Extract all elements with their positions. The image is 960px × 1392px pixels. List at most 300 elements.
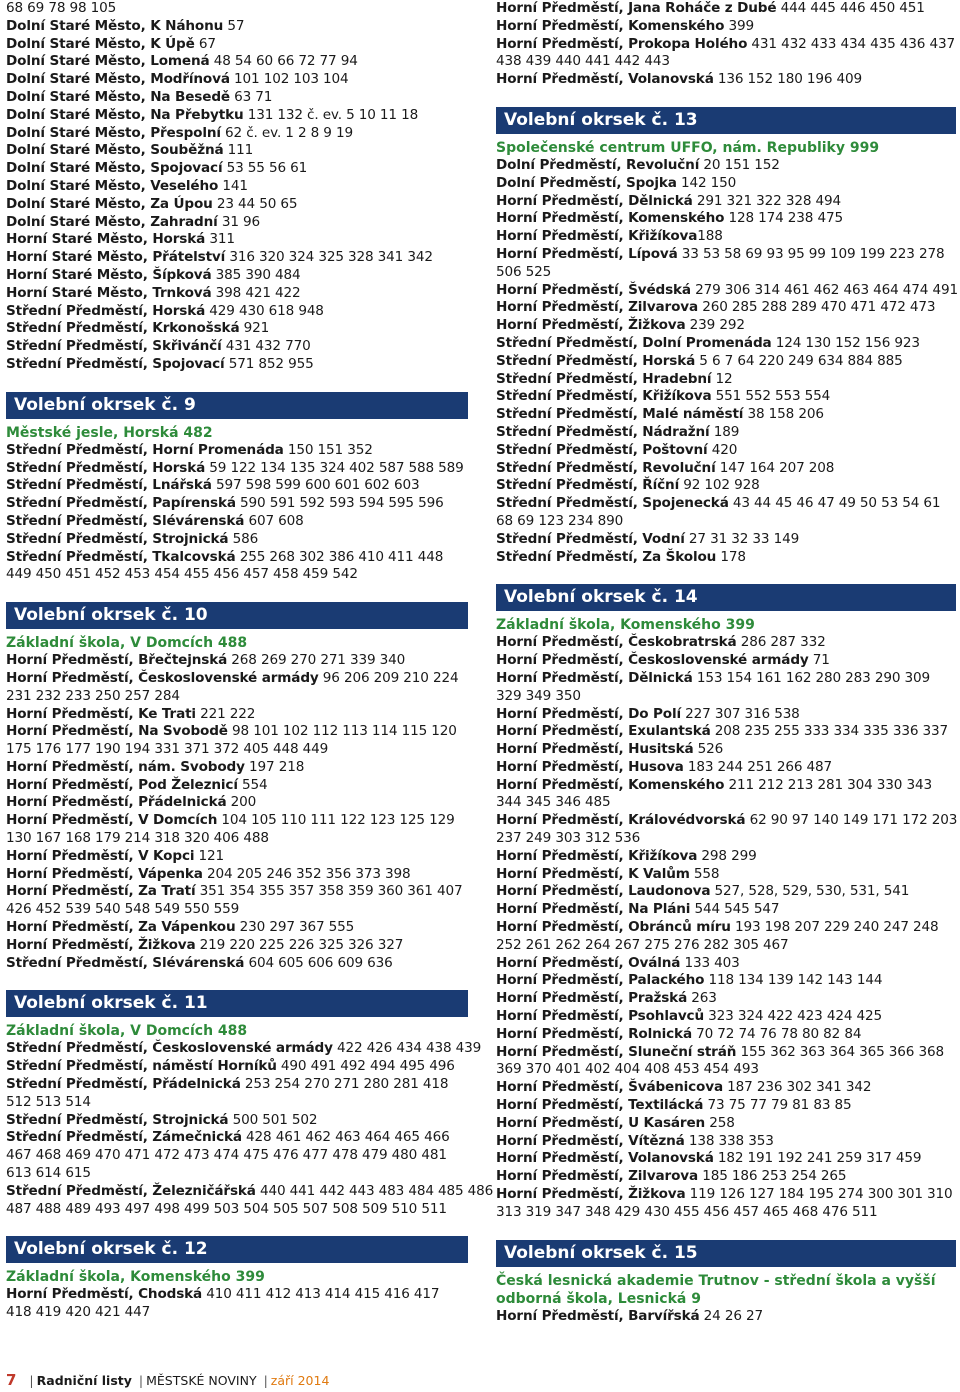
address-line (496, 531, 956, 549)
address-line (6, 794, 468, 812)
address-line (6, 18, 468, 36)
house-numbers: 544 545 547 (690, 901, 780, 918)
address-line (496, 955, 956, 973)
right-column (496, 0, 956, 1325)
address-line (6, 549, 468, 567)
polling-place: Základní škola, V Domcích 488 (6, 635, 248, 652)
house-numbers: 5 6 7 64 220 249 634 884 885 (695, 352, 903, 369)
spacer (6, 374, 468, 392)
street-name: Střední Předměstí, Za Školou (496, 548, 717, 565)
spacer (6, 584, 468, 602)
address-line (6, 1182, 494, 1201)
street-name: Horní Předměstí, Vítězná (496, 1132, 685, 1149)
street-name: Dolní Staré Město, Souběžná (6, 142, 224, 159)
street-name: Dolní Staré Město, Za Úpou (6, 195, 213, 212)
address-line (6, 0, 468, 18)
street-name: Horní Předměstí, Rolnická (496, 1025, 692, 1042)
house-numbers: 487 488 489 493 497 498 499 503 504 505 507 508 509 510 511 (6, 1200, 447, 1217)
address-line (496, 1150, 956, 1168)
address-line (496, 157, 956, 175)
house-numbers: 188 (697, 228, 723, 245)
house-numbers: 20 151 152 (699, 156, 780, 173)
house-numbers: 490 491 492 494 495 496 (276, 1058, 455, 1075)
street-name: Dolní Staré Město, Spojovací (6, 160, 223, 177)
street-name: Horní Předměstí, Chodská (6, 1286, 203, 1303)
house-numbers: 147 164 207 208 (715, 459, 835, 476)
address-line (6, 1147, 468, 1165)
address-line (496, 919, 956, 937)
street-name: Horní Předměstí, K Valům (496, 865, 690, 882)
address-line (6, 267, 468, 285)
house-numbers: 23 44 50 65 (212, 195, 298, 212)
address-line (496, 937, 956, 955)
street-name: Střední Předměstí, Strojnická (6, 1111, 229, 1128)
address-line (496, 228, 956, 246)
street-name: Horní Předměstí, Komenského (496, 17, 725, 34)
house-numbers: 197 218 (244, 758, 305, 775)
address-line (496, 53, 956, 71)
address-line (496, 246, 956, 264)
house-numbers: 98 101 102 112 113 114 115 120 (227, 723, 457, 740)
address-line (496, 353, 956, 371)
street-name: Horní Předměstí, Textilácká (496, 1097, 704, 1114)
street-name: Střední Předměstí, Horská (6, 459, 206, 476)
house-numbers: 344 345 346 485 (496, 794, 611, 811)
address-line (6, 460, 468, 478)
street-name: Střední Předměstí, Revoluční (496, 459, 716, 476)
street-name: Dolní Staré Město, Zahradní (6, 213, 218, 230)
address-line (496, 424, 956, 442)
street-name: Horní Předměstí, Oválná (496, 954, 681, 971)
street-name: Horní Předměstí, Komenského (496, 210, 725, 227)
address-line (496, 1133, 956, 1151)
street-name: Horní Předměstí, Křižíkova (496, 847, 698, 864)
address-line (496, 901, 956, 919)
house-numbers: 189 (709, 423, 740, 440)
street-name: Horní Předměstí, Švédská (496, 281, 691, 298)
street-name: Střední Předměstí, Tkalcovská (6, 548, 236, 565)
house-numbers: 399 (724, 17, 754, 34)
address-line (496, 972, 956, 990)
address-line (6, 955, 468, 973)
address-line (6, 759, 468, 777)
address-line (6, 1304, 468, 1322)
street-name: Střední Předměstí, Železničářská (6, 1182, 256, 1199)
footer-issue: září 2014 (270, 1373, 330, 1388)
house-numbers: 124 130 152 156 923 (771, 334, 920, 351)
house-numbers: 200 (226, 794, 257, 811)
house-numbers: 260 285 288 289 470 471 472 473 (698, 299, 936, 316)
address-line (496, 1168, 956, 1186)
street-name: Horní Předměstí, Za Vápenkou (6, 919, 236, 936)
house-numbers: 429 430 618 948 (205, 302, 324, 319)
address-line (496, 442, 956, 460)
polling-place: Česká lesnická akademie Trutnov - střední škola a vyšší (496, 1272, 936, 1289)
address-line (496, 264, 956, 282)
address-line (496, 460, 956, 478)
house-numbers: 153 154 161 162 280 283 290 309 (692, 669, 931, 686)
street-name: Horní Předměstí, Volanovská (496, 71, 714, 88)
house-numbers: 438 439 440 441 442 443 (496, 53, 670, 70)
house-numbers: 101 102 103 104 (229, 71, 349, 88)
address-line (496, 406, 956, 424)
address-line (496, 759, 956, 777)
address-line (6, 495, 468, 513)
house-numbers: 70 72 74 76 78 80 82 84 (691, 1025, 862, 1042)
house-numbers: 323 324 422 423 424 425 (704, 1008, 883, 1025)
address-line (6, 320, 468, 338)
street-name: Horní Předměstí, Královédvorská (496, 812, 746, 829)
address-line (496, 1008, 956, 1026)
address-line (6, 866, 468, 884)
address-line (496, 36, 956, 54)
address-line (496, 794, 956, 812)
address-line (496, 549, 956, 567)
address-line (6, 1286, 468, 1304)
street-name: Horní Předměstí, Volanovská (496, 1150, 714, 1167)
address-line (496, 210, 956, 228)
house-numbers: 92 102 928 (679, 477, 760, 494)
address-line (496, 777, 956, 795)
house-numbers: 426 452 539 540 548 549 550 559 (6, 901, 240, 918)
page-number: 7 (6, 1371, 17, 1389)
address-line (6, 1058, 468, 1076)
street-name: Střední Předměstí, Horská (6, 302, 206, 319)
street-name: Horní Předměstí, Přádelnická (6, 794, 227, 811)
street-name: Horní Předměstí, Husova (496, 758, 684, 775)
street-name: Střední Předměstí, Slévárenská (6, 954, 245, 971)
house-numbers: 311 (205, 231, 235, 248)
address-line (496, 495, 956, 513)
street-name: Horní Předměstí, Dělnická (496, 192, 693, 209)
street-name: Dolní Staré Město, Na Besedě (6, 88, 230, 105)
street-name: Horní Předměstí, Do Polí (496, 705, 682, 722)
address-line (6, 142, 468, 160)
address-line (6, 706, 468, 724)
street-name: Střední Předměstí, Spojovací (6, 355, 225, 372)
house-numbers: 193 198 207 229 240 247 248 (730, 919, 939, 936)
house-numbers: 410 411 412 413 414 415 416 417 (202, 1286, 440, 1303)
address-line (6, 285, 468, 303)
polling-place: Základní škola, Komenského 399 (6, 1269, 265, 1286)
spacer (496, 566, 956, 584)
address-line (6, 688, 468, 706)
house-numbers: 227 307 316 538 (681, 705, 800, 722)
house-numbers: 96 206 209 210 224 (318, 669, 459, 686)
house-numbers: 431 432 433 434 435 436 437 (747, 35, 955, 52)
street-name: Horní Předměstí, Žižkova (496, 1186, 686, 1203)
street-name: Horní Předměstí, Na Svobodě (6, 723, 228, 740)
house-numbers: 551 552 553 554 (711, 388, 831, 405)
district-banner: Volební okrsek č. 13 (496, 107, 956, 134)
street-name: Horní Předměstí, Břečtejnská (6, 652, 228, 669)
street-name: Střední Předměstí, Nádražní (496, 423, 710, 440)
address-line (6, 566, 468, 584)
address-line (496, 848, 956, 866)
address-line (496, 1026, 956, 1044)
house-numbers: 12 (711, 370, 733, 387)
street-name: Dolní Předměstí, Revoluční (496, 156, 700, 173)
page-footer: 7 | Radniční listy | MĚSTSKÉ NOVINY | září 2014 (6, 1371, 330, 1389)
house-numbers: 313 319 347 348 429 430 455 456 457 465 468 476 511 (496, 1203, 878, 1220)
house-numbers: 155 362 363 364 365 366 368 (736, 1043, 944, 1060)
house-numbers: 586 (228, 530, 259, 547)
street-name: Dolní Předměstí, Spojka (496, 174, 677, 191)
address-line (496, 513, 956, 531)
house-numbers: 558 (689, 865, 720, 882)
street-name: Horní Předměstí, Komenského (496, 776, 725, 793)
house-numbers: 118 134 139 142 143 144 (704, 972, 883, 989)
address-line (6, 160, 468, 178)
house-numbers: 329 349 350 (496, 687, 581, 704)
street-name: Horní Předměstí, Vápenka (6, 865, 203, 882)
street-name: Horní Předměstí, Zilvarova (496, 1168, 699, 1185)
house-numbers: 253 254 270 271 280 281 418 (240, 1076, 449, 1093)
house-numbers: 131 132 č. ev. 5 10 11 18 (243, 106, 419, 123)
district-banner: Volební okrsek č. 11 (6, 990, 468, 1017)
house-numbers: 48 54 60 66 72 77 94 (209, 53, 358, 70)
district-banner: Volební okrsek č. 14 (496, 584, 956, 611)
polling-place: Městské jesle, Horská 482 (6, 424, 213, 441)
house-numbers: 440 441 442 443 483 484 485 486 (255, 1182, 494, 1199)
house-numbers: 921 (239, 320, 270, 337)
street-name: Horní Předměstí, Prokopa Holého (496, 35, 748, 52)
street-name: Dolní Staré Město, Modřínová (6, 71, 230, 88)
street-name: Horní Staré Město, Přátelství (6, 249, 226, 266)
address-line (6, 71, 468, 89)
polling-place: Základní škola, Komenského 399 (496, 617, 755, 634)
house-numbers: 444 445 446 450 451 (776, 0, 925, 16)
street-name: Horní Předměstí, Husitská (496, 741, 694, 758)
address-line (496, 1097, 956, 1115)
street-name: Střední Předměstí, Papírenská (6, 495, 236, 512)
house-numbers: 73 75 77 79 81 83 85 (703, 1097, 852, 1114)
address-line (496, 335, 956, 353)
address-line (496, 317, 956, 335)
street-name: Střední Předměstí, Krkonošská (6, 320, 240, 337)
street-name: Horní Předměstí, Československé armády (6, 669, 319, 686)
house-numbers: 255 268 302 386 410 411 448 (235, 548, 444, 565)
street-name: Horní Předměstí, V Kopci (6, 847, 195, 864)
house-numbers: 62 č. ev. 1 2 8 9 19 (220, 124, 353, 141)
polling-place: Společenské centrum UFFO, nám. Republiky 999 (496, 139, 880, 156)
house-numbers: 24 26 27 (699, 1307, 764, 1324)
left-column (6, 0, 494, 1322)
house-numbers: 38 158 206 (743, 406, 824, 423)
street-name: Horní Předměstí, Barvířská (496, 1307, 700, 1324)
street-name: Horní Staré Město, Šípková (6, 266, 212, 283)
street-name: Střední Předměstí, Československé armády (6, 1040, 333, 1057)
spacer (496, 1222, 956, 1240)
street-name: Horní Předměstí, U Kasáren (496, 1114, 706, 1131)
house-numbers: 420 (707, 441, 738, 458)
street-name: Horní Předměstí, Ke Trati (6, 705, 196, 722)
address-line (6, 1076, 468, 1094)
address-line (496, 830, 956, 848)
street-name: Horní Předměstí, Žižkova (496, 317, 686, 334)
house-numbers: 63 71 (229, 88, 273, 105)
address-line (6, 777, 468, 795)
address-line (496, 634, 956, 652)
street-name: Horní Předměstí, Českobratrská (496, 634, 737, 651)
address-line (6, 812, 468, 830)
district-banner: Volební okrsek č. 9 (6, 392, 468, 419)
house-numbers: 252 261 262 264 267 275 276 282 305 467 (496, 936, 789, 953)
address-line (496, 812, 956, 830)
street-name: Střední Předměstí, Vodní (496, 530, 685, 547)
street-name: Horní Předměstí, Jana Roháče z Dubé (496, 0, 777, 16)
spacer (6, 1218, 468, 1236)
street-name: Horní Předměstí, Dělnická (496, 669, 693, 686)
street-name: Horní Předměstí, Sluneční stráň (496, 1043, 737, 1060)
house-numbers: 104 105 110 111 122 123 125 129 (217, 812, 455, 829)
district-banner: Volební okrsek č. 12 (6, 1236, 468, 1263)
house-numbers: 231 232 233 250 257 284 (6, 687, 180, 704)
address-line (496, 741, 956, 759)
address-line (496, 990, 956, 1008)
street-name: Horní Předměstí, Lípová (496, 245, 678, 262)
address-line (6, 107, 468, 125)
street-name: Střední Předměstí, Lnářská (6, 477, 212, 494)
street-name: Střední Předměstí, Dolní Promenáda (496, 334, 772, 351)
street-name: Střední Předměstí, náměstí Horníků (6, 1058, 277, 1075)
street-name: Dolní Staré Město, Lomená (6, 53, 210, 70)
house-numbers: 150 151 352 (283, 441, 373, 458)
house-numbers: 204 205 246 352 356 373 398 (202, 865, 411, 882)
house-numbers: 133 403 (680, 954, 740, 971)
address-line (496, 652, 956, 670)
house-numbers: 258 (705, 1114, 735, 1131)
address-line (6, 883, 468, 901)
street-name: Dolní Staré Město, K Úpě (6, 35, 195, 52)
street-name: Horní Předměstí, Psohlavců (496, 1008, 704, 1025)
address-line (496, 1115, 956, 1133)
house-numbers: 67 (194, 35, 216, 52)
address-line (6, 901, 468, 919)
house-numbers: 422 426 434 438 439 (332, 1040, 482, 1057)
address-line (6, 1040, 482, 1058)
address-line (6, 652, 468, 670)
house-numbers: 53 55 56 61 (222, 160, 308, 177)
address-line (496, 670, 956, 688)
house-numbers: 219 220 225 226 325 326 327 (195, 936, 404, 953)
street-name: Střední Předměstí, Strojnická (6, 530, 229, 547)
house-numbers: 182 191 192 241 259 317 459 (713, 1150, 922, 1167)
house-numbers: 59 122 134 135 324 402 587 588 589 (205, 459, 464, 476)
house-numbers: 527, 528, 529, 530, 531, 541 (710, 883, 910, 900)
address-line (496, 706, 956, 724)
house-numbers: 68 69 78 98 105 (6, 0, 117, 16)
address-line (6, 36, 468, 54)
address-line (496, 193, 956, 211)
district-banner: Volební okrsek č. 10 (6, 602, 468, 629)
address-line (496, 175, 956, 193)
house-numbers: 279 306 314 461 462 463 464 474 491 (690, 281, 958, 298)
street-name: Střední Předměstí, Říční (496, 477, 680, 494)
street-name: Střední Předměstí, Poštovní (496, 441, 708, 458)
house-numbers: 512 513 514 (6, 1093, 91, 1110)
street-name: Střední Předměstí, Malé náměstí (496, 406, 744, 423)
street-name: Horní Předměstí, Exulantská (496, 723, 711, 740)
street-name: Horní Předměstí, Pod Železnicí (6, 776, 238, 793)
street-name: Střední Předměstí, Horní Promenáda (6, 441, 284, 458)
house-numbers: 208 235 255 333 334 335 336 337 (710, 723, 948, 740)
house-numbers: 128 174 238 475 (724, 210, 843, 227)
house-numbers: 385 390 484 (211, 266, 301, 283)
house-numbers: 597 598 599 600 601 602 603 (211, 477, 420, 494)
street-name: Dolní Staré Město, K Náhonu (6, 17, 224, 34)
address-line (496, 1044, 956, 1062)
address-line (496, 282, 956, 300)
district-banner: Volební okrsek č. 15 (496, 1240, 956, 1267)
street-name: Horní Předměstí, Zilvarova (496, 299, 699, 316)
street-name: Horní Předměstí, Palackého (496, 972, 705, 989)
street-name: Horní Předměstí, Za Tratí (6, 883, 196, 900)
house-numbers: 119 126 127 184 195 274 300 301 310 (685, 1186, 953, 1203)
street-name: Horní Staré Město, Trnková (6, 284, 212, 301)
house-numbers: 27 31 32 33 149 (684, 530, 800, 547)
address-line (496, 723, 956, 741)
house-numbers: 590 591 592 593 594 595 596 (235, 495, 444, 512)
house-numbers: 369 370 401 402 404 408 453 454 493 (496, 1061, 759, 1078)
address-line (6, 513, 468, 531)
house-numbers: 428 461 462 463 464 465 466 (241, 1129, 450, 1146)
house-numbers: 237 249 303 312 536 (496, 830, 641, 847)
house-numbers: 526 (693, 741, 724, 758)
address-line (6, 231, 468, 249)
street-name: Horní Staré Město, Horská (6, 231, 206, 248)
address-line (496, 299, 956, 317)
address-line (496, 1079, 956, 1097)
house-numbers: 187 236 302 341 342 (722, 1079, 872, 1096)
street-name: Horní Předměstí, Laudonova (496, 883, 711, 900)
address-line (496, 688, 956, 706)
house-numbers: 263 (687, 990, 717, 1007)
house-numbers: 239 292 (685, 317, 745, 334)
address-line (6, 477, 468, 495)
spacer (496, 89, 956, 107)
street-name: Horní Předměstí, nám. Svobody (6, 758, 245, 775)
house-numbers: 142 150 (676, 174, 737, 191)
address-line (6, 1165, 468, 1183)
house-numbers: 604 605 606 609 636 (244, 954, 393, 971)
house-numbers: 185 186 253 254 265 (698, 1168, 847, 1185)
house-numbers: 449 450 451 452 453 454 455 456 457 458 459 542 (6, 566, 358, 583)
house-numbers: 230 297 367 555 (235, 919, 355, 936)
house-numbers: 211 212 213 281 304 330 343 (724, 776, 932, 793)
house-numbers: 71 (808, 652, 830, 669)
house-numbers: 136 152 180 196 409 (713, 71, 863, 88)
address-line (6, 937, 468, 955)
house-numbers: 57 (223, 17, 245, 34)
house-numbers: 316 320 324 325 328 341 342 (225, 249, 433, 266)
house-numbers: 291 321 322 328 494 (692, 192, 842, 209)
street-name: Dolní Staré Město, Na Přebytku (6, 106, 244, 123)
address-line (6, 919, 468, 937)
house-numbers: 467 468 469 470 471 472 473 474 475 476 477 478 479 480 481 (6, 1147, 447, 1164)
address-line (6, 338, 468, 356)
street-name: Střední Předměstí, Spojenecká (496, 495, 729, 512)
address-line (6, 1094, 468, 1112)
address-line (6, 89, 468, 107)
street-name: Dolní Staré Město, Veselého (6, 177, 219, 194)
spacer (6, 972, 468, 990)
address-line (496, 1061, 956, 1079)
address-line (6, 196, 468, 214)
street-name: Horní Předměstí, Na Pláni (496, 901, 691, 918)
address-line (6, 1129, 468, 1147)
house-numbers: 141 (218, 177, 248, 194)
